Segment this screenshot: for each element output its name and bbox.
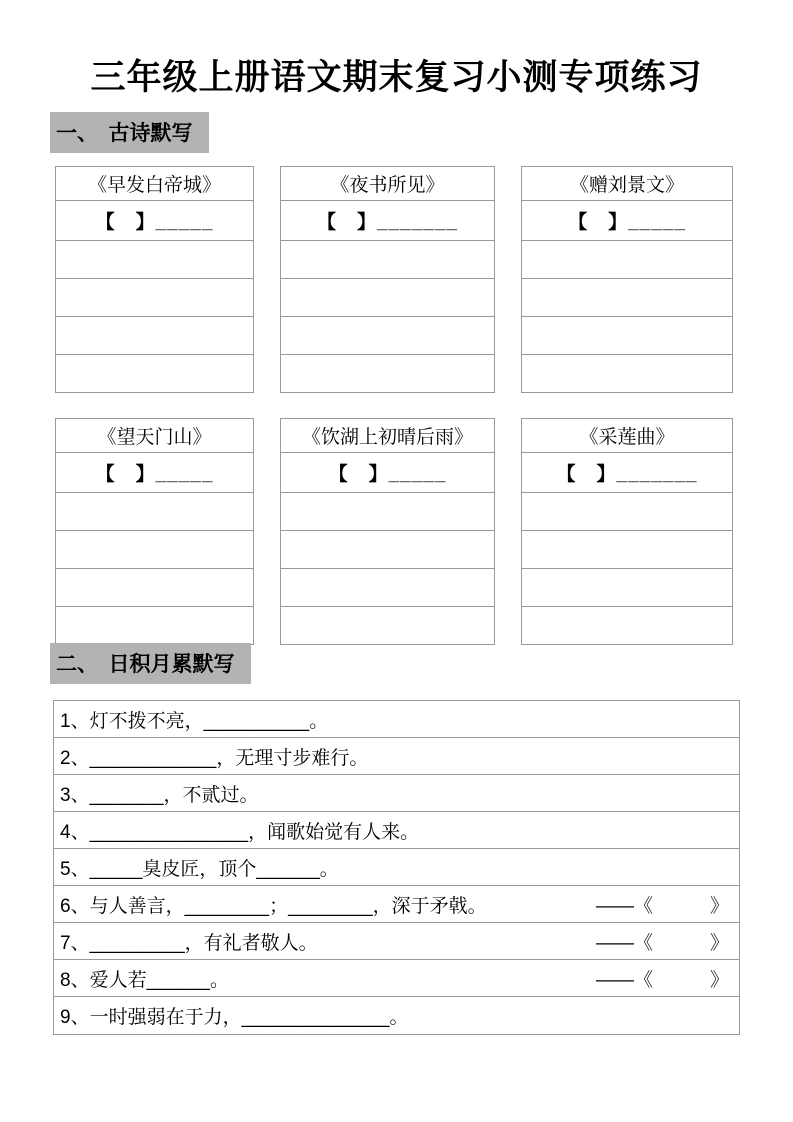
poem-bracket-cell: 【 】_______ <box>281 201 495 241</box>
question-source: ——《 》 <box>595 932 729 954</box>
question-text: 8、爱人若______。 <box>60 969 229 991</box>
page-title: 三年级上册语文期末复习小测专项练习 <box>90 58 703 97</box>
question-row <box>54 886 739 923</box>
poem-blank-cell <box>281 279 495 317</box>
poem-title-cell: 《饮湖上初晴后雨》 <box>281 419 495 453</box>
poem-blank-cell <box>281 317 495 355</box>
question-row <box>54 997 739 1034</box>
question-source: ——《 》 <box>595 895 729 917</box>
poem-bracket-cell: 【 】_______ <box>522 453 733 493</box>
question-text: 7、_________，有礼者敬人。 <box>60 932 318 954</box>
poem-blank-cell <box>56 531 254 569</box>
question-row <box>54 701 739 738</box>
question-text: 3、_______，不贰过。 <box>60 784 259 806</box>
poem-blank-cell <box>56 355 254 393</box>
poem-table-row-1 <box>55 166 733 393</box>
poem-blank-cell <box>56 493 254 531</box>
poem-blank-cell <box>56 569 254 607</box>
question-text: 9、一时强弱在于力，______________。 <box>60 1007 409 1028</box>
poem-bracket-cell: 【 】_____ <box>281 453 495 493</box>
poem-blank-cell <box>522 607 733 645</box>
poem-table <box>55 166 254 393</box>
poem-bracket-cell: 【 】_____ <box>522 201 733 241</box>
poem-blank-cell <box>281 607 495 645</box>
poem-table <box>280 166 495 393</box>
poem-blank-cell <box>281 493 495 531</box>
poem-bracket-cell: 【 】_____ <box>56 201 254 241</box>
question-row <box>54 775 739 812</box>
poem-blank-cell <box>56 279 254 317</box>
poem-title-cell: 《夜书所见》 <box>281 167 495 201</box>
poem-blank-cell <box>281 241 495 279</box>
poem-title-cell: 《采莲曲》 <box>522 419 733 453</box>
poem-blank-cell <box>522 241 733 279</box>
poem-table-row-2 <box>55 418 733 645</box>
section-heading-poetry: 一、 古诗默写 <box>50 112 209 153</box>
poem-blank-cell <box>281 531 495 569</box>
poem-bracket-cell: 【 】_____ <box>56 453 254 493</box>
poem-blank-cell <box>56 317 254 355</box>
poem-blank-cell <box>56 241 254 279</box>
poem-blank-cell <box>522 279 733 317</box>
section-heading-accumulation: 二、 日积月累默写 <box>50 643 251 684</box>
poem-table <box>55 418 254 645</box>
question-source: ——《 》 <box>595 969 729 991</box>
question-row <box>54 923 739 960</box>
poem-blank-cell <box>522 569 733 607</box>
question-text: 1、灯不拨不亮，__________。 <box>60 710 329 732</box>
question-text: 5、_____臭皮匠，顶个______。 <box>60 858 339 880</box>
question-row <box>54 849 739 886</box>
question-text: 6、与人善言，________；________，深于矛戟。 <box>60 895 487 917</box>
poem-title-cell: 《早发白帝城》 <box>56 167 254 201</box>
poem-blank-cell <box>281 569 495 607</box>
question-text: 4、_______________，闻歌始觉有人来。 <box>60 821 420 843</box>
fill-in-blank-table <box>53 700 740 1035</box>
question-row <box>54 960 739 997</box>
question-row <box>54 812 739 849</box>
poem-title-cell: 《望天门山》 <box>56 419 254 453</box>
poem-blank-cell <box>281 355 495 393</box>
poem-blank-cell <box>522 493 733 531</box>
poem-blank-cell <box>522 531 733 569</box>
poem-blank-cell <box>522 317 733 355</box>
poem-table <box>521 418 733 645</box>
poem-title-cell: 《赠刘景文》 <box>522 167 733 201</box>
poem-blank-cell <box>522 355 733 393</box>
question-text: 2、____________，无理寸步难行。 <box>60 747 369 769</box>
poem-blank-cell <box>56 607 254 645</box>
question-row <box>54 738 739 775</box>
poem-table <box>280 418 495 645</box>
poem-table <box>521 166 733 393</box>
